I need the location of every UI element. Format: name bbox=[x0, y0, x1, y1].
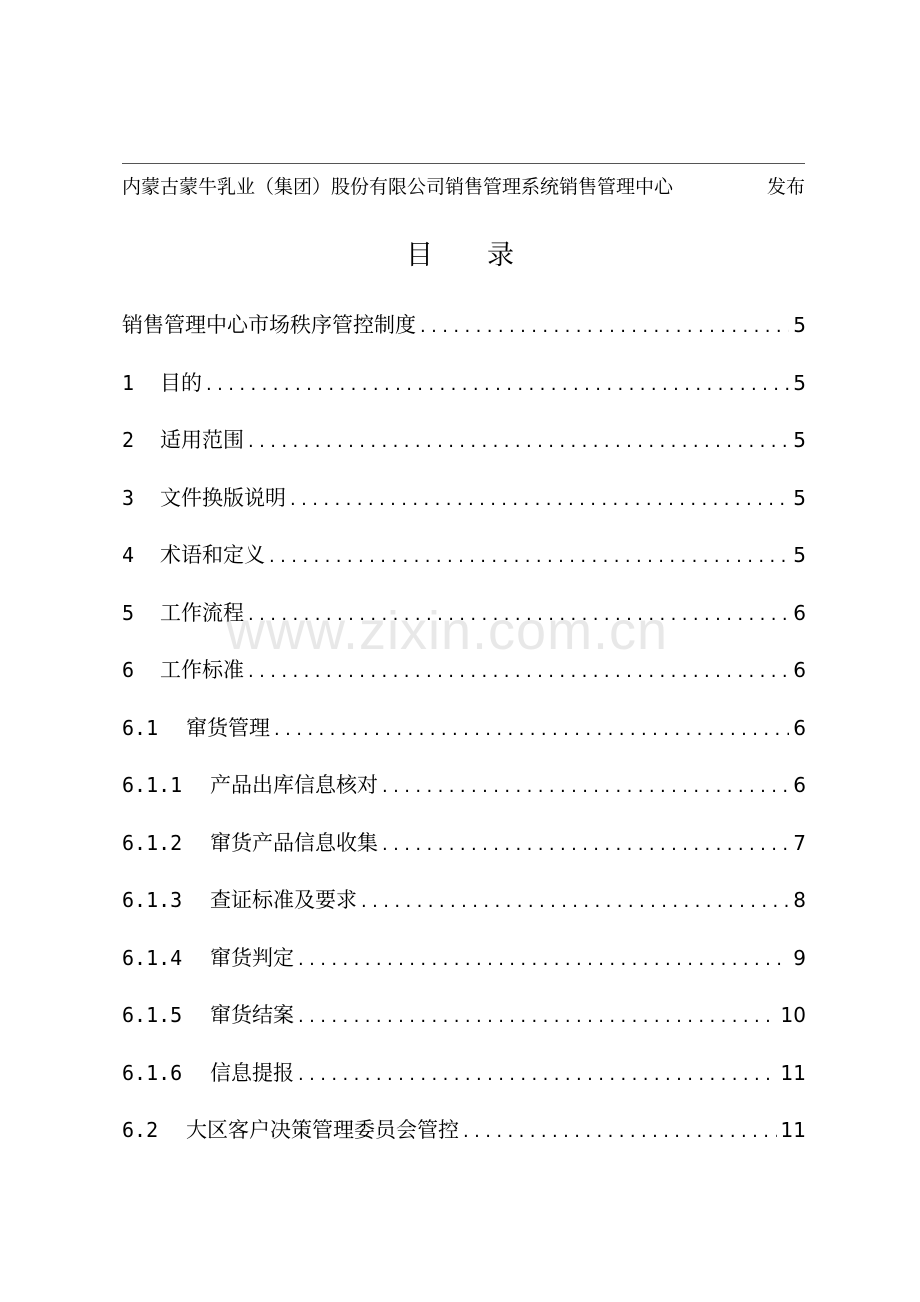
toc-entry[interactable] bbox=[122, 880, 806, 938]
toc-entry[interactable] bbox=[122, 478, 806, 536]
toc-entry-number: 5 bbox=[122, 600, 135, 625]
toc-title: 目录 bbox=[406, 240, 568, 271]
toc-entry-title: 窜货管理 bbox=[186, 715, 270, 740]
toc-dot-leader bbox=[248, 652, 789, 692]
header-release-label: 发布 bbox=[766, 176, 805, 198]
toc-entry-number: 2 bbox=[122, 428, 135, 452]
table-of-contents bbox=[122, 305, 806, 1168]
toc-entry[interactable] bbox=[122, 995, 806, 1053]
toc-dot-leader bbox=[274, 710, 789, 750]
toc-dot-leader bbox=[290, 480, 789, 520]
toc-entry-title: 产品出库信息核对 bbox=[210, 773, 378, 797]
toc-entry-page-number: 11 bbox=[780, 1118, 806, 1142]
toc-entry[interactable] bbox=[122, 593, 806, 651]
header-organization: 内蒙古蒙牛乳业（集团）股份有限公司销售管理系统销售管理中心 bbox=[122, 176, 674, 198]
toc-entry-page-number: 10 bbox=[780, 1003, 806, 1027]
toc-entry-number: 6.2 bbox=[122, 1118, 159, 1142]
toc-entry[interactable] bbox=[122, 1110, 806, 1168]
toc-entry-title: 销售管理中心市场秩序管控制度 bbox=[122, 313, 416, 337]
toc-entry-page-number: 6 bbox=[793, 600, 806, 625]
toc-entry-title: 工作流程 bbox=[160, 600, 244, 625]
toc-entry-page-number: 5 bbox=[793, 313, 806, 337]
toc-entry-title: 术语和定义 bbox=[160, 543, 265, 567]
toc-entry-page-number: 5 bbox=[793, 485, 806, 510]
toc-dot-leader bbox=[298, 997, 777, 1037]
toc-dot-leader bbox=[382, 767, 789, 807]
toc-entry[interactable] bbox=[122, 938, 806, 996]
toc-dot-leader bbox=[361, 882, 789, 922]
toc-entry-number: 6.1.1 bbox=[122, 773, 183, 797]
toc-entry-number: 6 bbox=[122, 658, 135, 682]
toc-entry[interactable] bbox=[122, 823, 806, 881]
toc-entry-number: 6.1.5 bbox=[122, 1003, 183, 1027]
toc-entry-page-number: 8 bbox=[793, 888, 806, 912]
toc-entry-title: 信息提报 bbox=[210, 1060, 294, 1085]
toc-entry-page-number: 7 bbox=[793, 830, 806, 855]
toc-dot-leader bbox=[248, 595, 789, 635]
toc-entry-title: 窜货判定 bbox=[210, 945, 294, 970]
toc-entry-title: 工作标准 bbox=[160, 658, 244, 682]
toc-entry-title: 目的 bbox=[160, 370, 202, 395]
header-rule bbox=[122, 163, 805, 164]
toc-entry-page-number: 9 bbox=[793, 945, 806, 970]
toc-entry-title: 查证标准及要求 bbox=[210, 888, 357, 912]
toc-entry[interactable] bbox=[122, 1053, 806, 1111]
toc-entry-page-number: 6 bbox=[793, 715, 806, 740]
toc-entry[interactable] bbox=[122, 420, 806, 478]
toc-dot-leader bbox=[420, 307, 789, 347]
toc-entry-number: 6.1.2 bbox=[122, 830, 183, 855]
watermark: www.zixin.com.cn bbox=[226, 601, 669, 661]
toc-entry[interactable] bbox=[122, 650, 806, 708]
toc-entry[interactable] bbox=[122, 708, 806, 766]
toc-entry-title: 窜货产品信息收集 bbox=[210, 830, 378, 855]
toc-entry[interactable] bbox=[122, 363, 806, 421]
toc-entry-number: 6.1.6 bbox=[122, 1060, 183, 1085]
toc-entry-title: 适用范围 bbox=[160, 428, 244, 452]
toc-entry-title: 文件换版说明 bbox=[160, 485, 286, 510]
toc-entry-number: 4 bbox=[122, 543, 135, 567]
toc-entry-page-number: 11 bbox=[780, 1060, 806, 1085]
toc-entry-page-number: 6 bbox=[793, 658, 806, 682]
toc-entry-title: 窜货结案 bbox=[210, 1003, 294, 1027]
toc-entry[interactable] bbox=[122, 535, 806, 593]
toc-dot-leader bbox=[298, 1055, 777, 1095]
toc-dot-leader bbox=[206, 365, 789, 405]
toc-entry[interactable] bbox=[122, 305, 806, 363]
toc-entry-page-number: 5 bbox=[793, 543, 806, 567]
toc-dot-leader bbox=[269, 537, 789, 577]
toc-entry-page-number: 5 bbox=[793, 428, 806, 452]
toc-dot-leader bbox=[463, 1112, 777, 1152]
toc-entry-number: 3 bbox=[122, 485, 135, 510]
toc-entry-page-number: 5 bbox=[793, 370, 806, 395]
toc-entry-page-number: 6 bbox=[793, 773, 806, 797]
toc-entry-number: 6.1.4 bbox=[122, 945, 183, 970]
toc-dot-leader bbox=[382, 825, 789, 865]
toc-dot-leader bbox=[248, 422, 789, 462]
toc-entry[interactable] bbox=[122, 765, 806, 823]
toc-dot-leader bbox=[298, 940, 789, 980]
toc-entry-title: 大区客户决策管理委员会管控 bbox=[186, 1118, 459, 1142]
toc-entry-number: 1 bbox=[122, 370, 135, 395]
running-header bbox=[122, 172, 805, 202]
toc-entry-number: 6.1.3 bbox=[122, 888, 183, 912]
toc-entry-number: 6.1 bbox=[122, 715, 159, 740]
